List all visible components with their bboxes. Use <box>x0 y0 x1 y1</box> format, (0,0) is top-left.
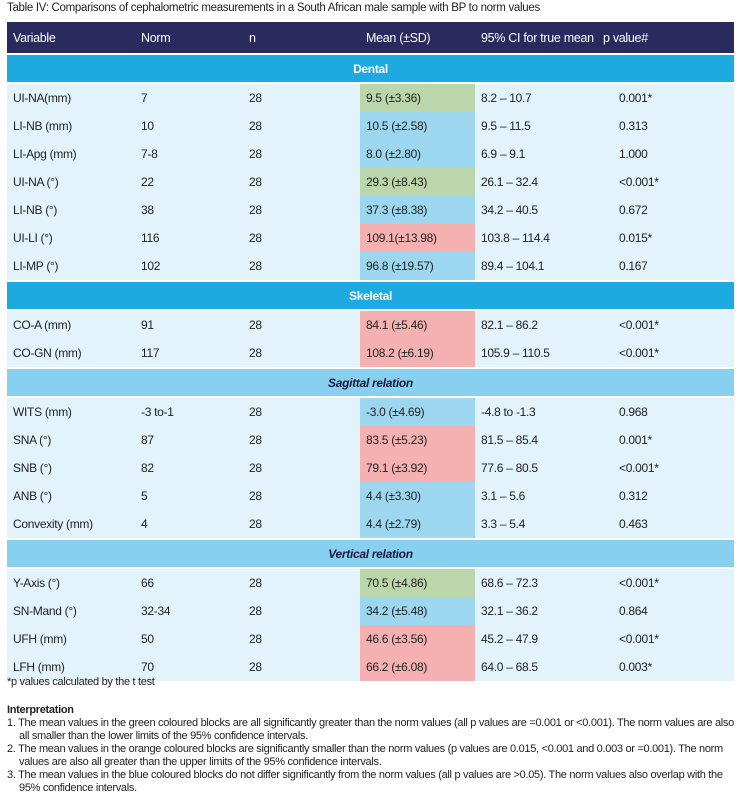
cell-ci: 6.9 – 9.1 <box>475 140 597 168</box>
cell-ci: 26.1 – 32.4 <box>475 168 597 196</box>
cell-norm: 82 <box>135 454 243 482</box>
table-row <box>7 310 734 339</box>
cell-variable: SN-Mand (°) <box>7 597 135 625</box>
cell-norm: 117 <box>135 339 243 368</box>
cell-variable: Convexity (mm) <box>7 510 135 539</box>
cell-variable: SNB (°) <box>7 454 135 482</box>
col-n: n <box>243 22 360 54</box>
cell-p-value: 1.000 <box>597 140 734 168</box>
cell-norm: 87 <box>135 426 243 454</box>
cell-variable: SNA (°) <box>7 426 135 454</box>
cell-mean: 84.1 (±5.46) <box>360 310 475 339</box>
cell-norm: 66 <box>135 568 243 597</box>
cell-norm: 10 <box>135 112 243 140</box>
cell-ci: 34.2 – 40.5 <box>475 196 597 224</box>
header-row <box>7 22 734 54</box>
cell-norm: 91 <box>135 310 243 339</box>
col-mean: Mean (±SD) <box>360 22 475 54</box>
cell-norm: 4 <box>135 510 243 539</box>
cell-n: 28 <box>243 397 360 426</box>
table-row <box>7 140 734 168</box>
section-header <box>7 539 734 568</box>
cell-ci: 68.6 – 72.3 <box>475 568 597 597</box>
cell-variable: WITS (mm) <box>7 397 135 426</box>
cell-n: 28 <box>243 339 360 368</box>
table-row <box>7 83 734 112</box>
cell-mean: 96.8 (±19.57) <box>360 252 475 281</box>
cell-norm: 102 <box>135 252 243 281</box>
cell-mean: 46.6 (±3.56) <box>360 625 475 653</box>
interpretation-item: 2. The mean values in the orange coloured blocks are significantly smaller than the norm values (p values are 0.015, <0.001 and 0.003 or =0.001). The norm values are also all greater than the upper limits of the 95% confidence intervals. <box>7 743 723 768</box>
cell-ci: 89.4 – 104.1 <box>475 252 597 281</box>
cell-ci: 8.2 – 10.7 <box>475 83 597 112</box>
cell-p-value: <0.001* <box>597 339 734 368</box>
cell-variable: Y-Axis (°) <box>7 568 135 597</box>
cell-mean: -3.0 (±4.69) <box>360 397 475 426</box>
cell-n: 28 <box>243 140 360 168</box>
col-ci: 95% CI for true mean <box>475 22 597 54</box>
cell-ci: -4.8 to -1.3 <box>475 397 597 426</box>
table-caption: Table IV: Comparisons of cephalometric measurements in a South African male sample with BP to norm values <box>7 2 540 14</box>
cell-ci: 77.6 – 80.5 <box>475 454 597 482</box>
cell-n: 28 <box>243 168 360 196</box>
cell-mean: 108.2 (±6.19) <box>360 339 475 368</box>
cell-norm: 116 <box>135 224 243 252</box>
cell-p-value: 0.968 <box>597 397 734 426</box>
cell-n: 28 <box>243 112 360 140</box>
cell-variable: LI-MP (°) <box>7 252 135 281</box>
interpretation-item: 1. The mean values in the green coloured blocks are all significantly greater than the norm values (all p values are =0.001 or <0.001). The norm values are also all smaller than the lower limits of the 95% confidence intervals. <box>7 717 734 742</box>
table-row <box>7 397 734 426</box>
section-header <box>7 281 734 310</box>
section-title: Skeletal <box>7 281 734 310</box>
table-row <box>7 597 734 625</box>
cell-norm: 70 <box>135 653 243 681</box>
section-title: Sagittal relation <box>7 368 734 397</box>
cell-mean: 66.2 (±6.08) <box>360 653 475 681</box>
cell-ci: 64.0 – 68.5 <box>475 653 597 681</box>
cell-n: 28 <box>243 252 360 281</box>
cell-norm: 7-8 <box>135 140 243 168</box>
col-p: p value# <box>597 22 734 54</box>
cell-ci: 81.5 – 85.4 <box>475 426 597 454</box>
section-title: Dental <box>7 54 734 83</box>
table-row <box>7 482 734 510</box>
table-row <box>7 454 734 482</box>
cell-p-value: 0.001* <box>597 83 734 112</box>
cell-variable: UI-NA(mm) <box>7 83 135 112</box>
cell-p-value: <0.001* <box>597 310 734 339</box>
cell-p-value: <0.001* <box>597 168 734 196</box>
cell-p-value: <0.001* <box>597 625 734 653</box>
cell-variable: LI-NB (°) <box>7 196 135 224</box>
table-row <box>7 426 734 454</box>
cell-ci: 3.3 – 5.4 <box>475 510 597 539</box>
cell-variable: UI-LI (°) <box>7 224 135 252</box>
cell-norm: 38 <box>135 196 243 224</box>
cell-p-value: 0.003* <box>597 653 734 681</box>
table-row <box>7 510 734 539</box>
cell-p-value: 0.167 <box>597 252 734 281</box>
cell-mean: 9.5 (±3.36) <box>360 83 475 112</box>
cell-mean: 109.1(±13.98) <box>360 224 475 252</box>
table-row <box>7 568 734 597</box>
section-title: Vertical relation <box>7 539 734 568</box>
col-norm: Norm <box>135 22 243 54</box>
cell-p-value: 0.463 <box>597 510 734 539</box>
cell-ci: 103.8 – 114.4 <box>475 224 597 252</box>
cell-n: 28 <box>243 426 360 454</box>
cell-mean: 4.4 (±2.79) <box>360 510 475 539</box>
cell-p-value: 0.672 <box>597 196 734 224</box>
cell-norm: 22 <box>135 168 243 196</box>
cell-mean: 34.2 (±5.48) <box>360 597 475 625</box>
section-header <box>7 368 734 397</box>
cell-n: 28 <box>243 224 360 252</box>
cell-variable: LFH (mm) <box>7 653 135 681</box>
cell-mean: 10.5 (±2.58) <box>360 112 475 140</box>
cell-variable: UI-NA (°) <box>7 168 135 196</box>
cell-norm: 7 <box>135 83 243 112</box>
cell-mean: 79.1 (±3.92) <box>360 454 475 482</box>
cell-ci: 9.5 – 11.5 <box>475 112 597 140</box>
cell-mean: 4.4 (±3.30) <box>360 482 475 510</box>
cell-variable: CO-A (mm) <box>7 310 135 339</box>
table-row <box>7 168 734 196</box>
cell-n: 28 <box>243 625 360 653</box>
section-header <box>7 54 734 83</box>
cell-n: 28 <box>243 597 360 625</box>
measurements-table <box>7 22 734 681</box>
table-row <box>7 252 734 281</box>
cell-variable: CO-GN (mm) <box>7 339 135 368</box>
cell-p-value: 0.313 <box>597 112 734 140</box>
cell-variable: ANB (°) <box>7 482 135 510</box>
cell-ci: 105.9 – 110.5 <box>475 339 597 368</box>
col-variable: Variable <box>7 22 135 54</box>
cell-norm: -3 to-1 <box>135 397 243 426</box>
cell-n: 28 <box>243 310 360 339</box>
cell-variable: LI-NB (mm) <box>7 112 135 140</box>
cell-n: 28 <box>243 83 360 112</box>
cell-n: 28 <box>243 196 360 224</box>
cell-n: 28 <box>243 510 360 539</box>
cell-mean: 83.5 (±5.23) <box>360 426 475 454</box>
cell-variable: UFH (mm) <box>7 625 135 653</box>
cell-ci: 82.1 – 86.2 <box>475 310 597 339</box>
cell-n: 28 <box>243 653 360 681</box>
cell-mean: 37.3 (±8.38) <box>360 196 475 224</box>
cell-n: 28 <box>243 454 360 482</box>
cell-norm: 5 <box>135 482 243 510</box>
table-row <box>7 625 734 653</box>
cell-variable: LI-Apg (mm) <box>7 140 135 168</box>
table-row <box>7 339 734 368</box>
cell-norm: 50 <box>135 625 243 653</box>
cell-mean: 29.3 (±8.43) <box>360 168 475 196</box>
table-row <box>7 112 734 140</box>
cell-n: 28 <box>243 482 360 510</box>
interpretation-item: 3. The mean values in the blue coloured blocks do not differ significantly from the norm values (all p values are >0.05). The norm values also overlap with the 95% confidence intervals. <box>7 769 723 794</box>
cell-ci: 32.1 – 36.2 <box>475 597 597 625</box>
cell-mean: 70.5 (±4.86) <box>360 568 475 597</box>
cell-p-value: 0.864 <box>597 597 734 625</box>
cell-p-value: <0.001* <box>597 568 734 597</box>
cell-n: 28 <box>243 568 360 597</box>
cell-p-value: <0.001* <box>597 454 734 482</box>
footnote: *p values calculated by the t test <box>7 676 155 688</box>
cell-p-value: 0.001* <box>597 426 734 454</box>
cell-p-value: 0.312 <box>597 482 734 510</box>
interpretation <box>7 704 735 795</box>
cell-ci: 45.2 – 47.9 <box>475 625 597 653</box>
table-row <box>7 196 734 224</box>
cell-mean: 8.0 (±2.80) <box>360 140 475 168</box>
table-row <box>7 224 734 252</box>
cell-norm: 32-34 <box>135 597 243 625</box>
cell-p-value: 0.015* <box>597 224 734 252</box>
interpretation-title: Interpretation <box>7 704 74 716</box>
cell-ci: 3.1 – 5.6 <box>475 482 597 510</box>
